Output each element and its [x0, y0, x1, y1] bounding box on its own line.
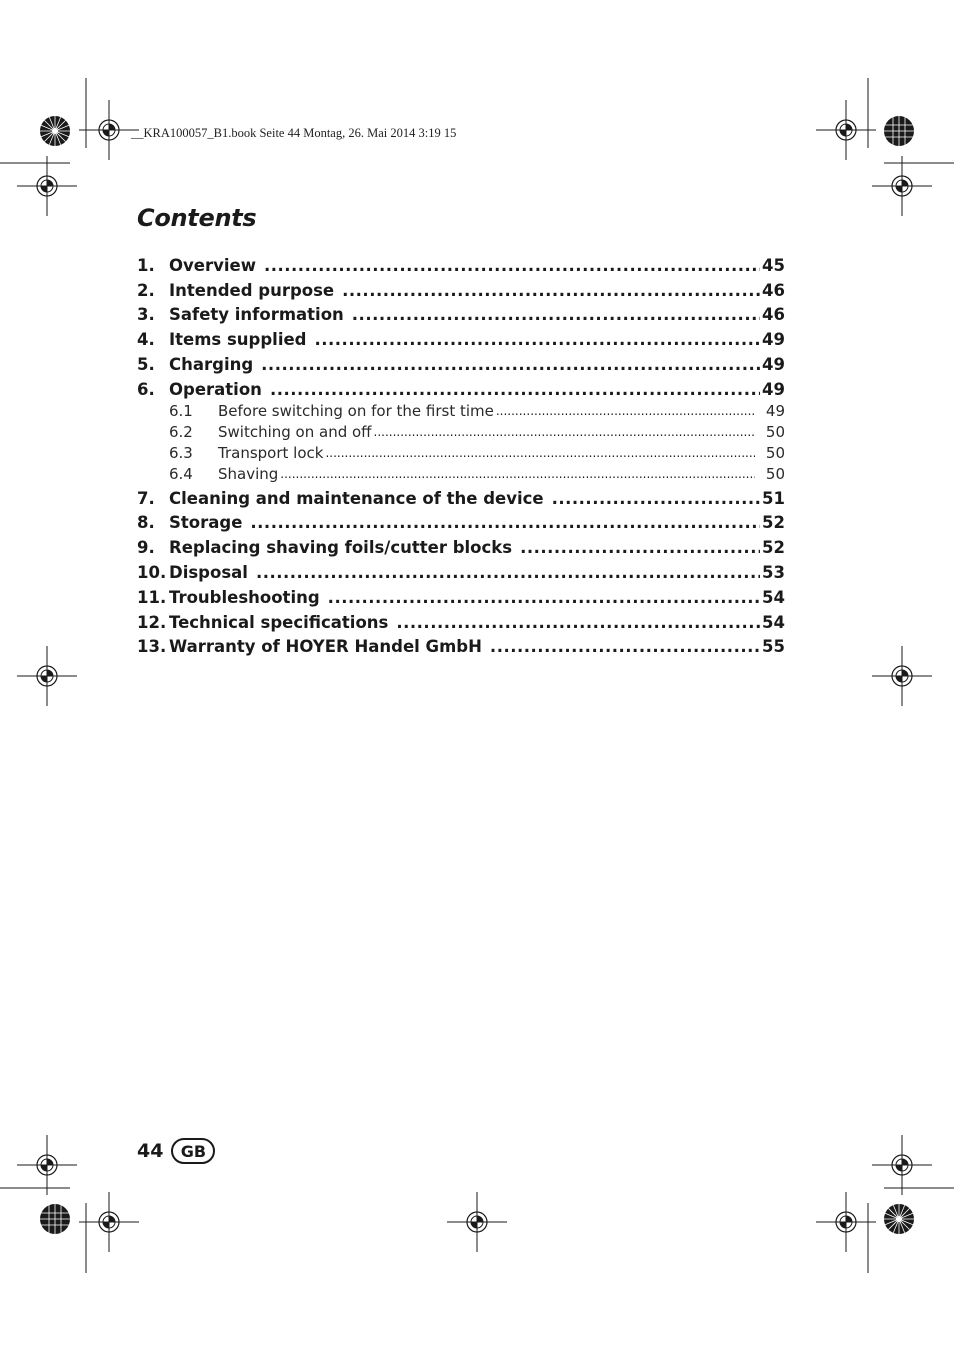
toc-entry-intended-purpose[interactable] [137, 275, 785, 300]
toc-entry-charging[interactable] [137, 349, 785, 374]
toc-label: Replacing shaving foils/cutter blocks [169, 538, 513, 558]
toc-page: 49 [762, 379, 785, 399]
toc-subentry-transport-lock[interactable] [137, 441, 785, 462]
toc-number: 7. [137, 488, 155, 508]
toc-page: 49 [762, 330, 785, 350]
toc-leader [325, 444, 755, 462]
toc-leader [264, 256, 760, 275]
toc-leader [396, 613, 760, 632]
toc-leader [520, 538, 760, 557]
toc-page: 49 [762, 354, 785, 374]
toc-label: Operation [169, 379, 262, 399]
toc-number: 2. [137, 280, 155, 300]
toc-number: 6.1 [169, 401, 193, 420]
toc-page: 52 [762, 513, 785, 533]
toc-leader [270, 380, 760, 399]
toc-label: Storage [169, 513, 243, 533]
toc-number: 9. [137, 538, 155, 558]
toc-leader [261, 355, 760, 374]
toc-label: Intended purpose [169, 280, 335, 300]
toc-number: 3. [137, 305, 155, 325]
toc-number: 1. [137, 255, 155, 275]
toc-number: 13. [137, 637, 167, 657]
toc-number: 8. [137, 513, 155, 533]
toc-leader [342, 281, 760, 300]
toc-page: 53 [762, 562, 785, 582]
toc-label: Charging [169, 354, 254, 374]
toc-label: Technical specifications [169, 612, 389, 632]
toc-page: 45 [762, 255, 785, 275]
table-of-contents [137, 250, 785, 656]
toc-leader [552, 489, 760, 508]
toc-entry-replacing-foils[interactable] [137, 532, 785, 557]
page-number: 44 [137, 1140, 164, 1162]
toc-entry-safety-information[interactable] [137, 300, 785, 325]
toc-leader [256, 563, 760, 582]
toc-leader [280, 465, 755, 483]
toc-number: 11. [137, 587, 167, 607]
toc-number: 5. [137, 354, 155, 374]
toc-entry-warranty[interactable] [137, 632, 785, 657]
toc-label: Warranty of HOYER Handel GmbH [169, 637, 482, 657]
toc-page: 51 [762, 488, 785, 508]
toc-number: 6. [137, 379, 155, 399]
toc-number: 6.3 [169, 443, 193, 462]
toc-number: 12. [137, 612, 167, 632]
toc-leader [496, 402, 755, 420]
print-header: __KRA100057_B1.book Seite 44 Montag, 26. Mai 2014 3:19 15 [131, 126, 457, 140]
toc-label: Troubleshooting [169, 587, 320, 607]
toc-leader [352, 305, 760, 324]
toc-subentry-before-switching-on[interactable] [137, 399, 785, 420]
toc-page: 54 [762, 612, 785, 632]
toc-page: 52 [762, 538, 785, 558]
toc-entry-storage[interactable] [137, 508, 785, 533]
toc-leader [314, 330, 760, 349]
toc-label: Overview [169, 255, 256, 275]
toc-number: 10. [137, 562, 167, 582]
toc-number: 6.2 [169, 422, 193, 441]
toc-page: 54 [762, 587, 785, 607]
toc-entry-overview[interactable] [137, 250, 785, 275]
toc-label: Cleaning and maintenance of the device [169, 488, 544, 508]
toc-page: 49 [765, 401, 785, 420]
toc-page: 50 [765, 422, 785, 441]
toc-leader [490, 637, 760, 656]
toc-page: 46 [762, 280, 785, 300]
toc-entry-cleaning[interactable] [137, 483, 785, 508]
toc-entry-items-supplied[interactable] [137, 324, 785, 349]
toc-label: Safety information [169, 305, 344, 325]
toc-page: 50 [765, 443, 785, 462]
toc-leader [250, 513, 760, 532]
toc-entry-disposal[interactable] [137, 557, 785, 582]
toc-entry-technical-specifications[interactable] [137, 607, 785, 632]
toc-subentry-switching-on-off[interactable] [137, 420, 785, 441]
toc-label: Disposal [169, 562, 248, 582]
toc-leader [374, 423, 755, 441]
toc-number: 6.4 [169, 464, 193, 483]
toc-label: Items supplied [169, 330, 307, 350]
toc-label: Shaving [218, 464, 279, 483]
toc-page: 55 [762, 637, 785, 657]
toc-leader [328, 588, 760, 607]
toc-page: 50 [765, 464, 785, 483]
toc-label: Switching on and off [218, 422, 372, 441]
page-title: Contents [137, 204, 257, 232]
toc-label: Before switching on for the first time [218, 401, 494, 420]
toc-number: 4. [137, 330, 155, 350]
toc-entry-operation[interactable] [137, 374, 785, 399]
toc-page: 46 [762, 305, 785, 325]
language-badge: GB [171, 1138, 215, 1164]
toc-subentry-shaving[interactable] [137, 462, 785, 483]
toc-label: Transport lock [218, 443, 324, 462]
page-footer [137, 1138, 215, 1164]
toc-entry-troubleshooting[interactable] [137, 582, 785, 607]
